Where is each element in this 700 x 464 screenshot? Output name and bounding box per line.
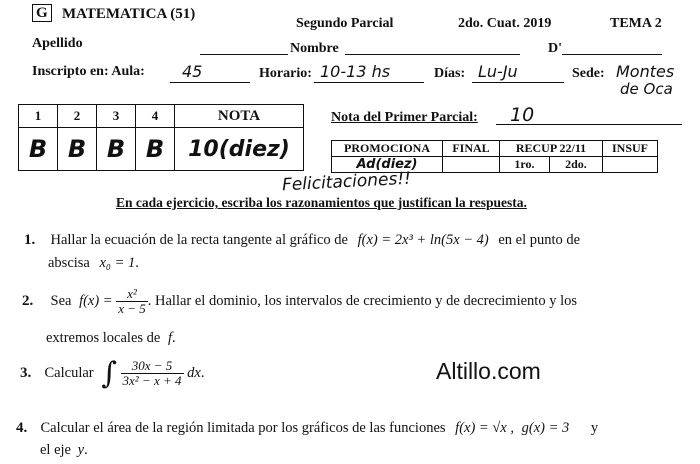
exercise-2-text-a: Sea [50, 292, 72, 309]
exercise-1-text-b: en el punto de [498, 232, 581, 248]
promotion-subheader-1ro: 1ro. [500, 157, 550, 173]
exercise-3-fraction [121, 359, 184, 388]
header-tema: TEMA 2 [610, 16, 662, 31]
promotion-header-recup: RECUP 22/11 [500, 141, 603, 157]
aula-line [170, 82, 250, 83]
inscripto-label: Inscripto en: Aula: [32, 64, 145, 79]
first-partial-line [496, 124, 682, 125]
promotion-header-insuf: INSUF [603, 141, 658, 157]
first-partial-value: 10 [510, 104, 535, 126]
horario-line [314, 82, 424, 83]
promotion-value-final [443, 157, 500, 173]
exercise-4-end: . [84, 442, 88, 458]
exercise-1-text-c: abscisa [48, 255, 90, 271]
grades-header-1: 1 [19, 105, 58, 128]
first-partial-label: Nota del Primer Parcial: [331, 110, 478, 125]
grade-value-4: B [136, 128, 175, 171]
exercise-4-text-a: Calcular el área de la región limitada por los gráficos de las funciones [40, 420, 446, 436]
exercise-2-text-c: extremos locales de [46, 330, 161, 346]
exercise-2-lhs: f(x) = [79, 292, 113, 309]
header-term: 2do. Cuat. 2019 [458, 16, 552, 31]
exercise-2-line2 [46, 330, 176, 347]
grade-value-2: B [58, 128, 97, 171]
promotion-subheader-2do: 2do. [549, 157, 602, 173]
exercise-1-formula: f(x) = 2x³ + ln(5x − 4) [357, 232, 489, 248]
exercise-1-text-a: Hallar la ecuación de la recta tangente al gráfico de [50, 232, 348, 248]
grades-header-4: 4 [136, 105, 175, 128]
grade-value-3: B [97, 128, 136, 171]
promotion-header-row [332, 141, 658, 157]
exercise-2-number: 2. [22, 292, 34, 309]
exercise-4-text-c: el eje [40, 442, 71, 458]
grades-header-nota: NOTA [175, 105, 304, 128]
exercise-4-yvar: y [77, 442, 85, 458]
exercise-2-denominator: x − 5 [118, 301, 146, 316]
header-exam: Segundo Parcial [296, 16, 394, 31]
exercise-2-line1 [22, 287, 577, 316]
exercise-3-integral-sign: ∫ [101, 356, 117, 391]
grades-header-row [19, 105, 304, 128]
watermark-text: Altillo.com [436, 358, 541, 384]
exercise-1-abscisa: x₀ = 1 [99, 255, 136, 271]
exercise-2-numerator: x² [116, 287, 148, 302]
promotion-table [331, 140, 658, 173]
grades-table [18, 104, 304, 171]
grade-value-1: B [19, 128, 58, 171]
nombre-line [345, 54, 520, 55]
grade-value-nota: 10(diez) [175, 128, 304, 171]
exercise-2-fraction [116, 287, 148, 316]
grades-value-row [19, 128, 304, 171]
exercise-4-f2: g(x) = 3 [521, 420, 570, 436]
exercise-4-f1: f(x) = √x , [455, 420, 514, 436]
exercise-4-number: 4. [16, 420, 28, 436]
sede-label: Sede: [572, 66, 605, 81]
sede-value-line2: de Oca [620, 80, 673, 98]
aula-value: 45 [182, 62, 203, 81]
dias-value: Lu-Ju [478, 62, 518, 81]
felicitaciones-note: Felicitaciones!! [281, 168, 412, 196]
exercise-1-line1 [24, 232, 580, 249]
dias-label: Días: [434, 66, 466, 81]
promotion-header-final: FINAL [443, 141, 500, 157]
dias-line [472, 82, 564, 83]
header-letter-box [32, 4, 52, 22]
horario-value: 10-13 hs [320, 62, 391, 81]
exercise-2-fvar: f [167, 330, 172, 346]
exercise-3-text-a: Calcular [44, 364, 94, 381]
exercise-2-end: . [172, 330, 176, 346]
exercise-3-denominator: 3x² − x + 4 [122, 373, 182, 388]
d-line [562, 54, 662, 55]
exercise-1-line2 [48, 255, 139, 272]
d-label: D' [548, 41, 562, 56]
promotion-header-promociona: PROMOCIONA [332, 141, 443, 157]
exercise-3-dx: dx [187, 364, 201, 381]
sede-value-line1: Montes [616, 62, 675, 81]
header-letter: G [32, 4, 52, 22]
exercise-3-end: . [200, 364, 205, 381]
grades-header-3: 3 [97, 105, 136, 128]
promotion-value-insuf [603, 157, 658, 173]
horario-label: Horario: [259, 66, 312, 81]
exercise-3-numerator: 30x − 5 [121, 359, 184, 374]
apellido-label: Apellido [32, 36, 83, 51]
promotion-value-promociona: Ad(diez) [332, 157, 443, 173]
exercise-3-line [20, 356, 204, 391]
exercise-4-line2 [40, 442, 88, 459]
exercise-4-line1 [16, 420, 598, 437]
exercise-3-number: 3. [20, 364, 32, 381]
exercise-2-text-b: . Hallar el dominio, los intervalos de crecimiento y de decrecimiento y los [147, 292, 577, 309]
instruction-text: En cada ejercicio, escriba los razonamientos que justifican la respuesta. [116, 195, 527, 210]
header-subject: MATEMATICA (51) [62, 6, 196, 22]
exercise-1-number: 1. [24, 232, 36, 248]
exercise-1-end: . [135, 255, 139, 271]
apellido-line [200, 54, 288, 55]
grades-header-2: 2 [58, 105, 97, 128]
nombre-label: Nombre [290, 41, 339, 56]
exercise-4-text-b: y [590, 420, 599, 436]
